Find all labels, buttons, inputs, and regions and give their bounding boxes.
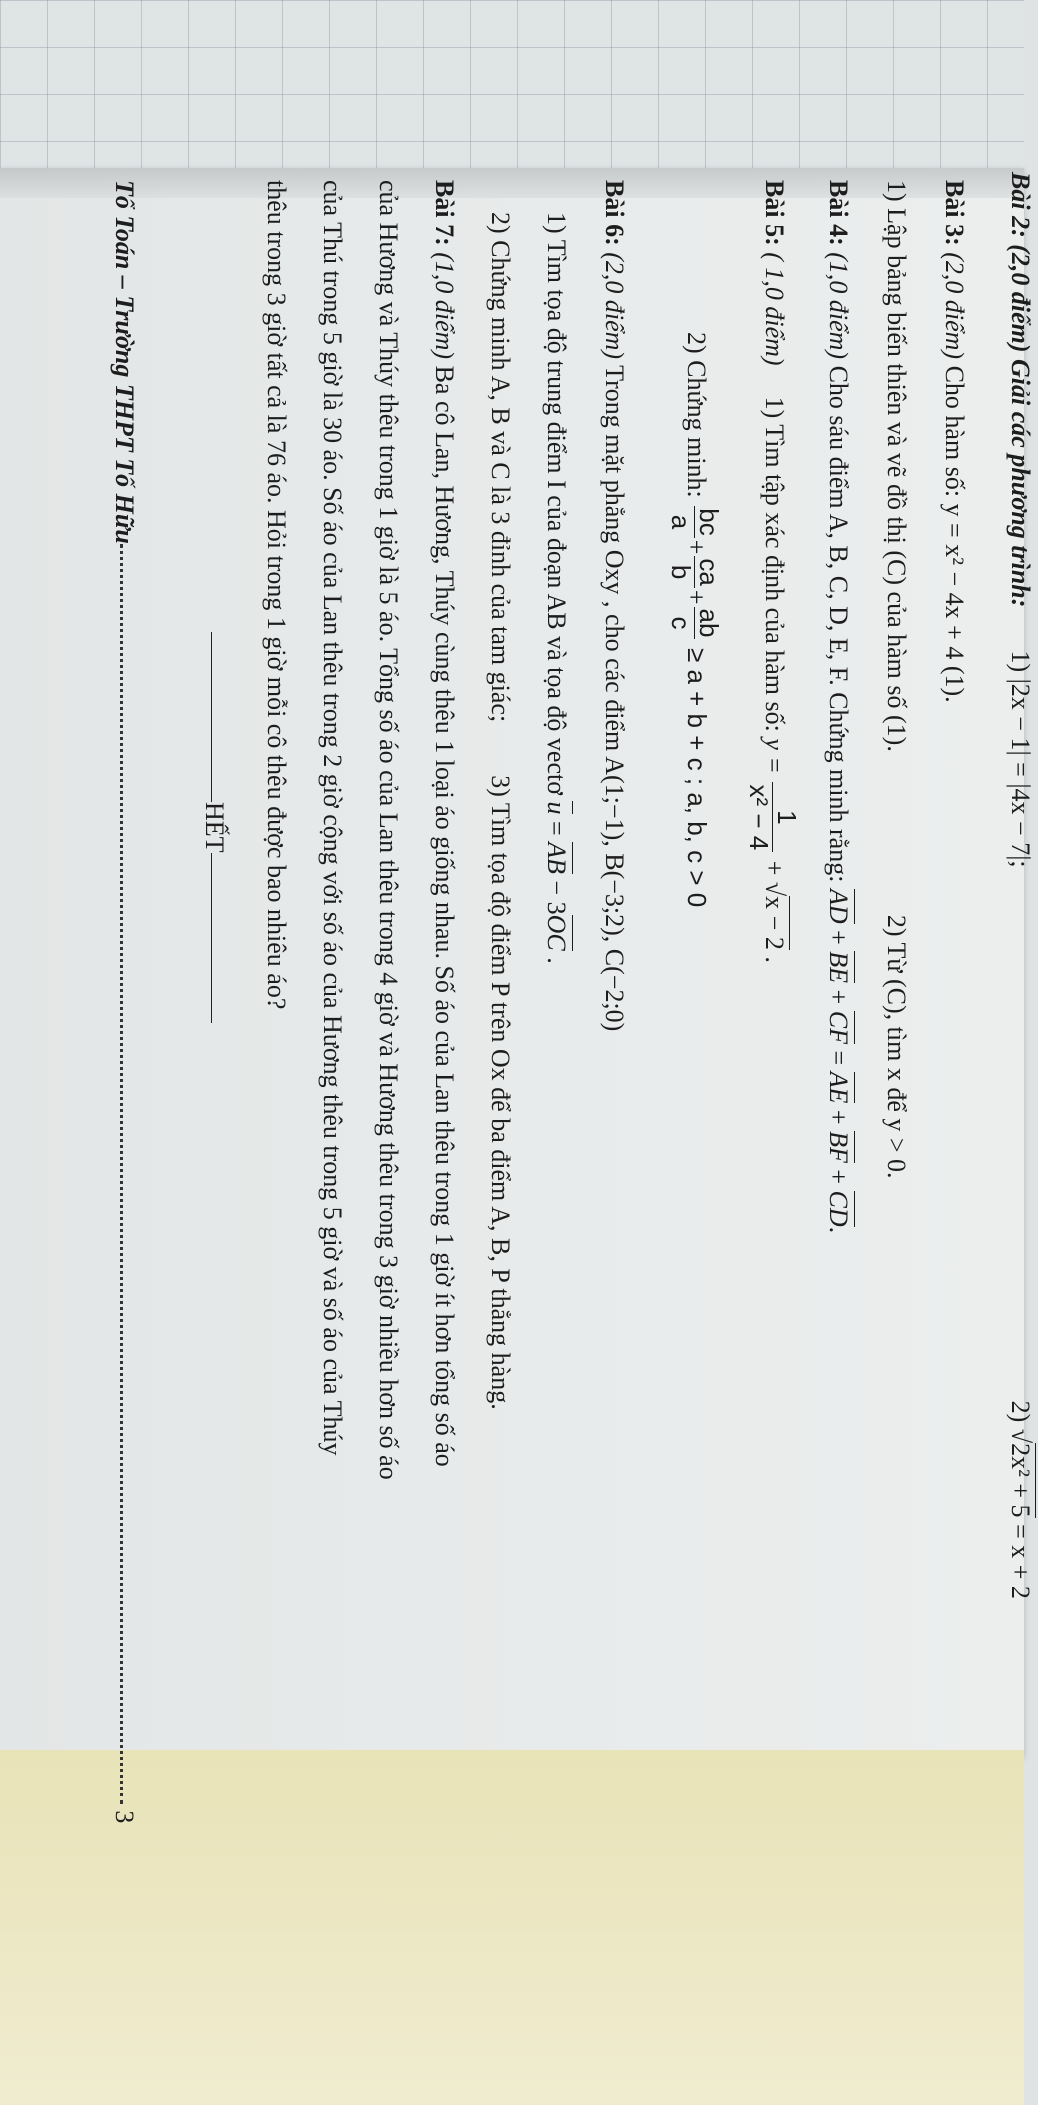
bai7-text1: Ba cô Lan, Hương, Thúy cùng thêu 1 loại áo giống nhau. Số áo của Lan thêu trong 1 giờ ít hơn tổng số áo	[430, 365, 459, 1467]
bai6-item3: 3) Tìm tọa độ điểm P trên Ox để ba điểm A, B, P thẳng hàng.	[486, 775, 515, 1410]
vec-bf: BF	[824, 1131, 853, 1163]
bai5-points: ( 1,0 điểm)	[760, 252, 790, 366]
bai4-text: Cho sáu điểm A, B, C, D, E, F. Chứng minh rằng:	[824, 365, 853, 883]
bai6-label: Bài 6:	[600, 180, 629, 246]
vec-ab: AB	[542, 842, 571, 874]
bai7-label: Bài 7:	[430, 180, 459, 246]
vec-u: u	[542, 801, 571, 815]
footer-school: Tổ Toán – Trường THPT Tố Hữu	[110, 180, 139, 544]
table-surface	[0, 1750, 1024, 2105]
vec-be: BE	[824, 951, 853, 984]
bai4-label: Bài 4:	[824, 180, 853, 246]
bai6-item2: 2) Chứng minh A, B và C là 3 đỉnh của tam giác;	[486, 212, 515, 723]
bai4-line: Bài 4: (1,0 điểm) Cho sáu điểm A, B, C, D, E, F. Chứng minh rằng: AD + BE + CF = AE + BF + CD.	[824, 180, 853, 1234]
bai2-item2-radicand: 2x² + 5	[1006, 1443, 1035, 1518]
bai3-text: Cho hàm số: y = x² − 4x + 4 (1).	[940, 365, 969, 703]
vec-cf: CF	[824, 1010, 853, 1044]
bai5-label: Bài 5:	[760, 180, 790, 246]
bai5-y-eq: y =	[760, 738, 790, 774]
bai5-plus: +	[760, 860, 790, 876]
bai6-text: Trong mặt phẳng Oxy , cho các điểm A(1;−1), B(−3;2), C(−2;0)	[600, 365, 629, 1032]
bai7-line4	[259, 180, 294, 1009]
bai6-item1: 1) Tìm tọa độ trung điểm I của đoạn AB và tọa độ vectơ	[542, 212, 571, 802]
bai6-line	[597, 180, 632, 1031]
end-rule-right	[211, 853, 212, 1023]
bai5-line: Bài 5: ( 1,0 điểm) 1) Tìm tập xác định của hàm số: y = 1 x² − 4 + √x − 2 .	[743, 180, 802, 963]
vec-ad: AD	[824, 888, 853, 924]
bai7-line2	[371, 180, 406, 1480]
grid-paper-background	[0, 0, 1024, 175]
bai5-inequality: ≥ a + b + c ; a, b, c > 0	[682, 647, 713, 908]
bai5-fraction	[744, 782, 800, 852]
bai3-line	[937, 180, 972, 703]
bai2-item1: 1) |2x − 1| = |4x − 7|;	[1006, 650, 1035, 868]
frac-bc-num: bc	[694, 508, 724, 536]
bai5-item1: 1) Tìm tập xác định của hàm số:	[760, 396, 790, 732]
frac-ab-num: ab	[694, 608, 724, 638]
footer-dotted-rule	[120, 544, 123, 1804]
footer-line	[107, 180, 142, 1823]
bai5-item2: 2) Chứng minh:	[682, 332, 712, 498]
end-mark-line	[197, 632, 232, 1023]
bai5-frac-den: x² − 4	[743, 784, 774, 851]
bai6-minus3: − 3	[542, 873, 571, 915]
bai3-label: Bài 3:	[940, 180, 969, 246]
bai2-item2-suffix: = x + 2	[1006, 1517, 1035, 1599]
bai3-item2: 2) Từ (C), tìm x để y > 0.	[882, 914, 911, 1179]
bai6-points: (2,0 điểm)	[600, 252, 629, 360]
bai7-line3	[315, 180, 350, 1455]
bai7-text3: của Thú trong 5 giờ là 30 áo. Số áo của Lan thêu trong 2 giờ cộng với số áo của Hương thêu trong 5 giờ và số áo của Thúy	[318, 180, 347, 1456]
bai4-points: (1,0 điểm)	[824, 252, 853, 360]
bai7-line1	[427, 180, 462, 1467]
frac-ab-den: c	[665, 616, 696, 630]
frac-ca-den: b	[665, 564, 696, 580]
footer-page-number: 3	[110, 1810, 139, 1824]
end-mark: HẾT	[200, 802, 229, 853]
bai3-item1: 1) Lập bảng biến thiên và vẽ đồ thị (C) của hàm số (1).	[882, 180, 911, 752]
frac-ab-c	[666, 607, 722, 640]
bai6-item1-line: 1) Tìm tọa độ trung điểm I của đoạn AB và tọa độ vectơ u = AB − 3OC .	[542, 212, 571, 964]
vec-oc: OC	[542, 914, 571, 951]
exam-text-block	[12, 172, 1035, 1824]
bai7-points: (1,0 điểm)	[430, 252, 459, 360]
vec-ae: AE	[824, 1071, 853, 1104]
bai5-item2-line: 2) Chứng minh: bc a + ca b + ab c ≥ a + b + c ; a, b, c > 0	[665, 332, 724, 908]
frac-bc-a	[666, 506, 722, 537]
bai5-frac-num: 1	[772, 782, 800, 852]
frac-bc-den: a	[665, 514, 696, 530]
frac-ca-num: ca	[694, 558, 724, 586]
end-rule-left	[211, 632, 212, 802]
vec-cd: CD	[824, 1190, 853, 1227]
bai3-items-line	[879, 180, 914, 1179]
bai2-item2-prefix: 2)	[1006, 1400, 1035, 1429]
bai2-line: Bài 2: (2,0 điểm) Giải các phương trình: 1) |2x − 1| = |4x − 7|; 2) √2x² + 5 = x + 2	[1006, 172, 1035, 1599]
bai7-text2: của Hương và Thúy thêu trong 1 giờ là 5 áo. Tổng số áo của Lan thêu trong 4 giờ và Hương thêu trong 3 giờ nhiều hơn số áo	[374, 180, 403, 1480]
bai6-items-line	[483, 212, 518, 1410]
bai5-radicand: x − 2	[760, 896, 790, 950]
bai3-points: (2,0 điểm)	[940, 252, 969, 360]
bai2-label: Bài 2: (2,0 điểm) Giải các phương trình:	[1006, 172, 1035, 608]
frac-ca-b	[666, 556, 722, 587]
bai7-text4: thêu trong 3 giờ tất cả là 76 áo. Hỏi trong 1 giờ mỗi cô thêu được bao nhiêu áo?	[262, 180, 291, 1010]
